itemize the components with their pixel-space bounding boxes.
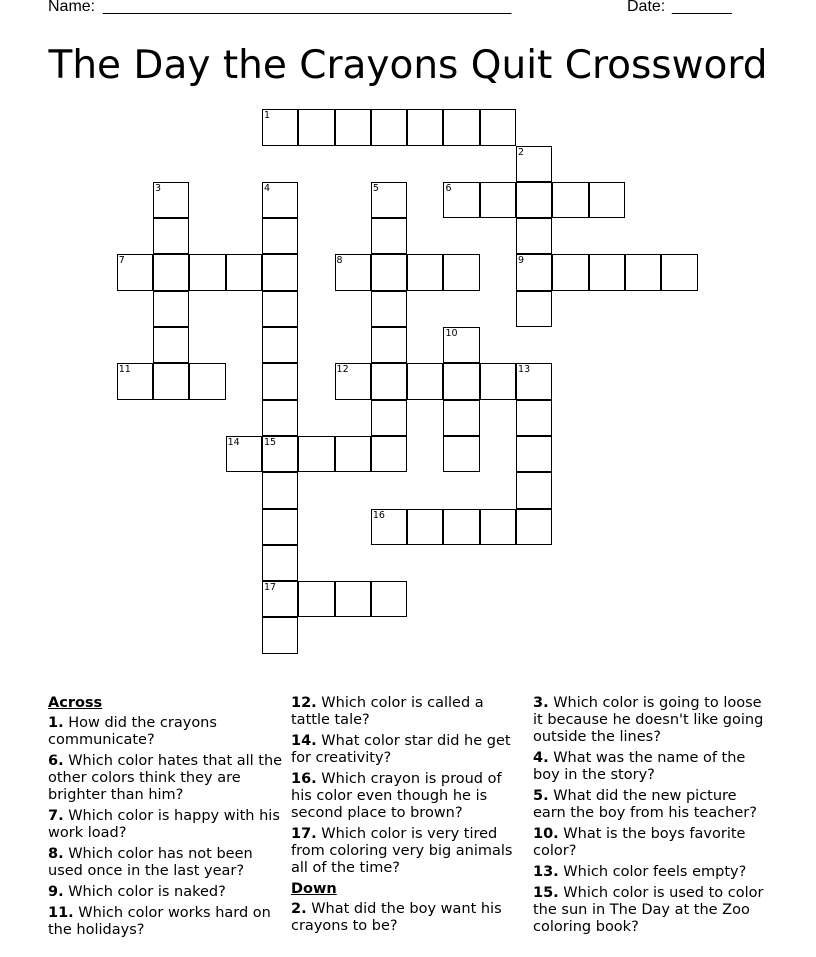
- clue-text: Which crayon is proud of his color even though he is second place to brown?: [291, 771, 502, 821]
- grid-cell[interactable]: [371, 400, 407, 436]
- clue: [48, 808, 283, 842]
- clue: [291, 771, 526, 822]
- grid-cell[interactable]: [516, 363, 552, 399]
- grid-cell[interactable]: [371, 291, 407, 327]
- grid-cell[interactable]: [262, 509, 298, 545]
- down-clue-list: [291, 901, 526, 935]
- clue-text: Which color has not been used once in the last year?: [48, 846, 253, 879]
- grid-cell[interactable]: [371, 581, 407, 617]
- clue-number-label: 16.: [291, 771, 317, 787]
- clue-text: Which color is happy with his work load?: [48, 808, 280, 841]
- clue-number: 15: [263, 436, 277, 448]
- grid-cell[interactable]: [407, 363, 443, 399]
- grid-cell[interactable]: [516, 254, 552, 290]
- clue-number-label: 14.: [291, 733, 317, 749]
- grid-cell[interactable]: [298, 581, 334, 617]
- grid-cell[interactable]: [335, 581, 371, 617]
- clue-number: 8: [336, 255, 343, 267]
- clue-number-label: 15.: [533, 885, 559, 901]
- grid-cell[interactable]: [153, 254, 189, 290]
- name-label: Name:: [48, 0, 96, 15]
- grid-cell[interactable]: [117, 363, 153, 399]
- grid-cell[interactable]: [480, 363, 516, 399]
- grid-cell[interactable]: [443, 509, 479, 545]
- clue: [48, 884, 283, 901]
- clue-number-label: 11.: [48, 905, 74, 921]
- grid-cell[interactable]: [516, 291, 552, 327]
- grid-cell[interactable]: [371, 509, 407, 545]
- clue-number-label: 10.: [533, 826, 559, 842]
- grid-cell[interactable]: [589, 254, 625, 290]
- grid-cell[interactable]: [443, 436, 479, 472]
- clue-number: 12: [336, 364, 349, 376]
- grid-cell[interactable]: [371, 436, 407, 472]
- down-heading: Down: [291, 881, 337, 897]
- clue-number: 16: [372, 509, 385, 521]
- grid-cell[interactable]: [335, 363, 371, 399]
- clue-text: What was the name of the boy in the story?: [533, 750, 746, 783]
- clue-text: Which color is going to loose it because he doesn't like going outside the lines?: [533, 695, 764, 745]
- clue-number-label: 17.: [291, 826, 317, 842]
- clue-number: 4: [263, 182, 270, 194]
- clue-text: What did the new picture earn the boy from his teacher?: [533, 788, 757, 821]
- grid-cell[interactable]: [480, 182, 516, 218]
- date-field[interactable]: _______: [672, 0, 732, 15]
- grid-cell[interactable]: [298, 109, 334, 145]
- grid-cell[interactable]: [371, 254, 407, 290]
- grid-cell[interactable]: [371, 363, 407, 399]
- clue-number: 10: [445, 328, 458, 340]
- grid-cell[interactable]: [480, 109, 516, 145]
- grid-cell[interactable]: [516, 218, 552, 254]
- clue-text: Which color is naked?: [68, 884, 226, 900]
- grid-cell[interactable]: [443, 363, 479, 399]
- grid-cell[interactable]: [407, 509, 443, 545]
- across-clue-list-continued: [291, 695, 526, 877]
- clue-number: 13: [518, 364, 531, 376]
- grid-cell[interactable]: [262, 363, 298, 399]
- grid-cell[interactable]: [625, 254, 661, 290]
- grid-cell[interactable]: [443, 109, 479, 145]
- down-clue-list-continued: [533, 695, 773, 936]
- grid-cell[interactable]: [262, 545, 298, 581]
- grid-cell[interactable]: [480, 509, 516, 545]
- clue: [48, 846, 283, 880]
- clue-text: Which color works hard on the holidays?: [48, 905, 271, 938]
- grid-cell[interactable]: [516, 472, 552, 508]
- grid-cell[interactable]: [262, 254, 298, 290]
- clue-number-label: 1.: [48, 715, 64, 731]
- grid-cell[interactable]: [262, 436, 298, 472]
- grid-cell[interactable]: [516, 146, 552, 182]
- grid-cell[interactable]: [262, 327, 298, 363]
- clue-number: 9: [518, 255, 525, 267]
- clue-number-label: 13.: [533, 864, 559, 880]
- clue-number: 7: [118, 255, 125, 267]
- clue-number-label: 12.: [291, 695, 317, 711]
- clue: [533, 864, 773, 881]
- grid-cell[interactable]: [189, 254, 225, 290]
- grid-cell[interactable]: [371, 109, 407, 145]
- grid-cell[interactable]: [262, 581, 298, 617]
- clue-text: What is the boys favorite color?: [533, 826, 746, 859]
- across-heading: Across: [48, 695, 103, 711]
- grid-cell[interactable]: [443, 182, 479, 218]
- clue: [533, 695, 773, 746]
- grid-cell[interactable]: [443, 327, 479, 363]
- clues-column-3: [533, 695, 773, 940]
- grid-cell[interactable]: [443, 254, 479, 290]
- grid-cell[interactable]: [262, 617, 298, 653]
- clue-number: 1: [263, 110, 270, 122]
- grid-cell[interactable]: [153, 182, 189, 218]
- clue-number: 17: [263, 582, 277, 594]
- grid-cell[interactable]: [335, 109, 371, 145]
- grid-cell[interactable]: [117, 254, 153, 290]
- clue-number: 2: [518, 146, 525, 158]
- clue: [48, 715, 283, 749]
- clue: [533, 750, 773, 784]
- grid-cell[interactable]: [335, 254, 371, 290]
- clue-number: 14: [227, 436, 240, 448]
- clue: [533, 788, 773, 822]
- grid-cell[interactable]: [516, 436, 552, 472]
- clue-number: 3: [155, 182, 162, 194]
- clue-number-label: 4.: [533, 750, 549, 766]
- grid-cell[interactable]: [552, 182, 588, 218]
- clue: [533, 885, 773, 936]
- clue-number-label: 2.: [291, 901, 307, 917]
- clue-text: Which color is used to color the sun in The Day at the Zoo coloring book?: [533, 885, 764, 935]
- clue-text: Which color is very tired from coloring very big animals all of the time?: [291, 826, 513, 876]
- clue: [48, 753, 283, 804]
- grid-cell[interactable]: [407, 254, 443, 290]
- grid-cell[interactable]: [661, 254, 697, 290]
- clue: [291, 826, 526, 877]
- clue: [291, 695, 526, 729]
- clue-number: 6: [445, 182, 452, 194]
- grid-cell[interactable]: [298, 436, 334, 472]
- clue-text: Which color feels empty?: [563, 864, 747, 880]
- grid-cell[interactable]: [226, 254, 262, 290]
- grid-cell[interactable]: [371, 218, 407, 254]
- grid-cell[interactable]: [443, 400, 479, 436]
- clue-text: What color star did he get for creativity?: [291, 733, 511, 766]
- grid-cell[interactable]: [262, 182, 298, 218]
- puzzle-title: The Day the Crayons Quit Crossword: [48, 43, 768, 88]
- clue-number-label: 7.: [48, 808, 64, 824]
- grid-cell[interactable]: [153, 291, 189, 327]
- grid-cell[interactable]: [153, 218, 189, 254]
- grid-cell[interactable]: [516, 509, 552, 545]
- clue: [533, 826, 773, 860]
- grid-cell[interactable]: [153, 327, 189, 363]
- grid-cell[interactable]: [371, 327, 407, 363]
- clue-number-label: 5.: [533, 788, 549, 804]
- clue-text: Which color is called a tattle tale?: [291, 695, 484, 728]
- grid-cell[interactable]: [262, 218, 298, 254]
- name-field[interactable]: ________________________________________________: [103, 0, 511, 15]
- clue-text: What did the boy want his crayons to be?: [291, 901, 502, 934]
- grid-cell[interactable]: [552, 254, 588, 290]
- grid-cell[interactable]: [262, 291, 298, 327]
- clue-text: How did the crayons communicate?: [48, 715, 217, 748]
- grid-cell[interactable]: [516, 182, 552, 218]
- grid-cell[interactable]: [589, 182, 625, 218]
- grid-cell[interactable]: [407, 109, 443, 145]
- clues-column-1: [48, 695, 283, 943]
- grid-cell[interactable]: [516, 400, 552, 436]
- clue-text: Which color hates that all the other colors think they are brighter than him?: [48, 753, 283, 803]
- date-label: Date:: [627, 0, 666, 15]
- grid-cell[interactable]: [262, 472, 298, 508]
- across-clue-list: [48, 715, 283, 939]
- clue: [291, 733, 526, 767]
- grid-cell[interactable]: [335, 436, 371, 472]
- clue-number-label: 6.: [48, 753, 64, 769]
- clue-number: 5: [372, 182, 379, 194]
- grid-cell[interactable]: [189, 363, 225, 399]
- grid-cell[interactable]: [262, 109, 298, 145]
- clue-number-label: 8.: [48, 846, 64, 862]
- grid-cell[interactable]: [371, 182, 407, 218]
- clue-number: 11: [118, 364, 131, 376]
- clues-column-2: [291, 695, 526, 939]
- grid-cell[interactable]: [226, 436, 262, 472]
- clue: [48, 905, 283, 939]
- clue-number-label: 3.: [533, 695, 549, 711]
- clue: [291, 901, 526, 935]
- clue-number-label: 9.: [48, 884, 64, 900]
- grid-cell[interactable]: [262, 400, 298, 436]
- grid-cell[interactable]: [153, 363, 189, 399]
